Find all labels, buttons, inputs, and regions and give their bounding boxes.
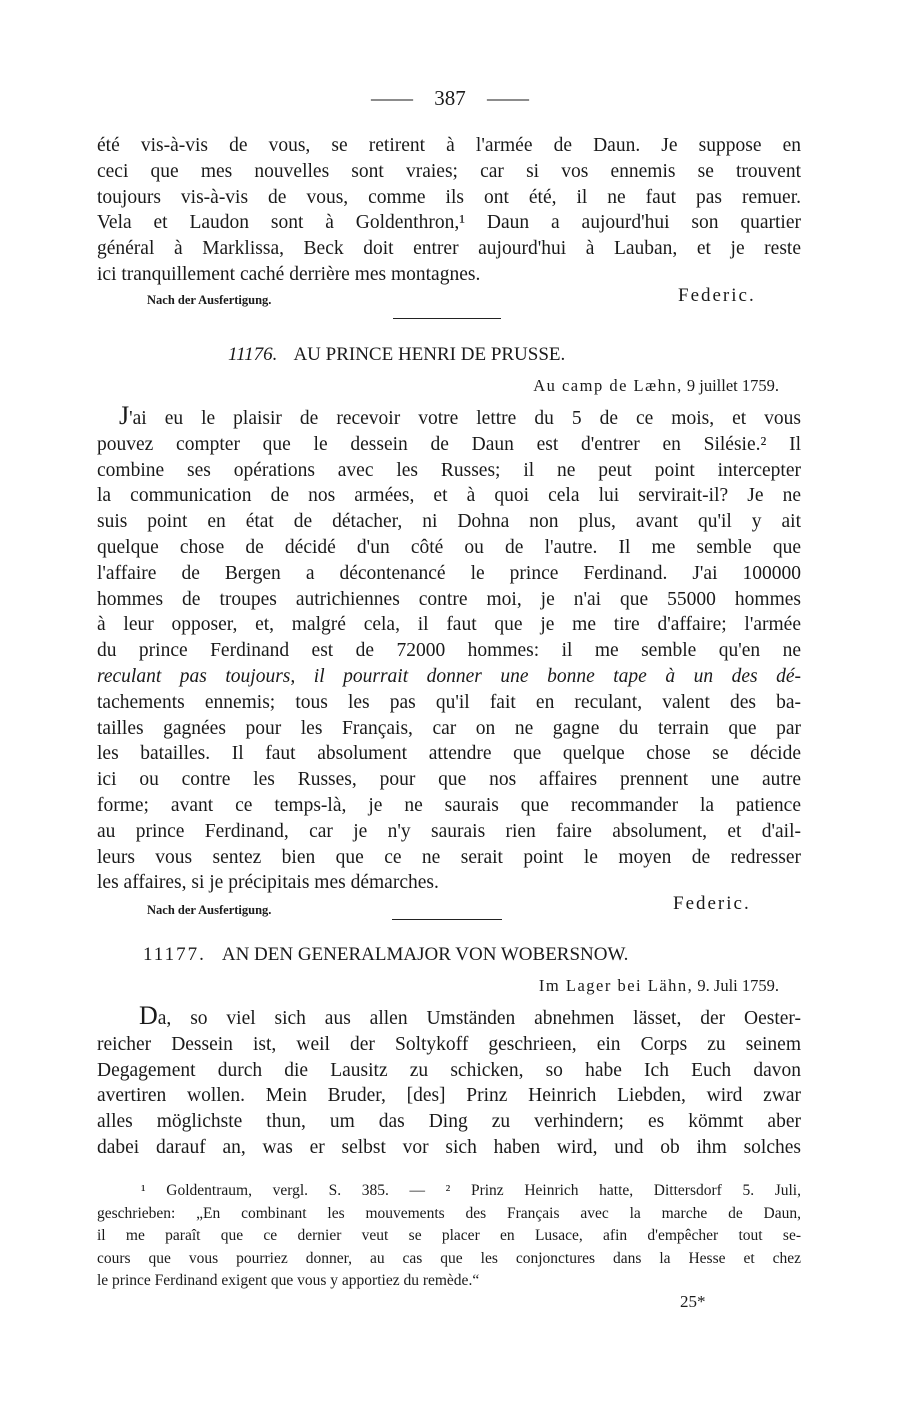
text-line: ici tranquillement caché derrière mes montagnes. <box>97 263 481 285</box>
text-line: toujours vis-à-vis de vous, comme ils ont été, il ne faut pas remuer. <box>97 186 801 208</box>
date: 9 juillet 1759. <box>686 376 779 395</box>
footnote-line: ¹ Goldentraum, vergl. S. 385. — ² Prinz Heinrich hatte, Dittersdorf 5. Juli, <box>141 1182 801 1199</box>
text-line: J'ai eu le plaisir de recevoir votre lettre du 5 de ce mois, et vous <box>119 401 801 430</box>
continued-text <box>97 133 801 288</box>
text-line: suis point en état de détacher, ni Dohna non plus, avant qu'il y ait <box>97 511 801 533</box>
text-line: général à Marklissa, Beck doit entrer aujourd'hui à Lauban, et je reste <box>97 238 801 260</box>
place-date <box>539 976 779 996</box>
text-line: la communication de nos armées, et à quoi cela lui servirait-il? Je ne <box>97 485 801 507</box>
section-divider <box>392 919 502 920</box>
footnote-line: cours que vous pourriez donner, au cas que les conjonctures dans la Hesse et chez <box>97 1249 801 1267</box>
letter-heading <box>228 344 565 366</box>
letter-title: AU PRINCE HENRI DE PRUSSE. <box>293 344 566 365</box>
date: 9. Juli 1759. <box>697 976 779 995</box>
text-line: leurs vous sentez bien que ce ne serait point le moyen de redresser <box>97 846 801 868</box>
header-dash-left: —— <box>371 86 413 110</box>
text-line: ici ou contre les Russes, pour que nos affaires prennent une autre <box>97 769 801 791</box>
footnotes <box>97 1180 801 1293</box>
text-line: tailles gagnées pour les Français, car on ne gagne du terrain que par <box>97 717 801 739</box>
signature: Federic. <box>673 893 751 914</box>
text-line: tachements ennemis; tous les pas qu'il fait en reculant, valent des ba- <box>97 691 801 713</box>
place: Im Lager bei Lähn, <box>538 976 694 995</box>
drop-cap: D <box>139 1001 158 1030</box>
letter-number: 11176. <box>228 344 278 365</box>
section-divider <box>393 318 501 319</box>
source-note: Nach der Ausfertigung. <box>147 903 272 917</box>
footnote-line: il me paraît que ce dernier veut se placer en Lusace, afin d'empêcher tout se- <box>97 1227 801 1244</box>
text-line: quelque chose de décidé d'un côté ou de l'autre. Il me semble que <box>97 536 801 558</box>
page-number-header <box>0 86 900 111</box>
text-line: Degagement durch die Lausitz zu schicken, so habe Ich Euch davon <box>97 1059 801 1081</box>
signature-mark: 25* <box>680 1292 706 1311</box>
header-dash-right: —— <box>487 86 529 110</box>
text-line: l'affaire de Bergen a décontenancé le prince Ferdinand. J'ai 100000 <box>97 562 801 584</box>
letter-title: AN DEN GENERALMAJOR VON WOBERSNOW. <box>221 944 629 965</box>
letter-body <box>97 403 801 896</box>
letter-heading <box>143 944 628 966</box>
text-line: reculant pas toujours, il pourrait donner une bonne tape à un des dé- <box>97 665 801 687</box>
place-date <box>533 376 779 396</box>
text-line: pouvez compter que le dessein de Daun est d'entrer en Silésie.² Il <box>97 433 801 455</box>
text-line: alles möglichste thun, um das Ding zu verhindern; es kömmt aber <box>97 1111 801 1133</box>
text-line: avertiren wollen. Mein Bruder, [des] Prinz Heinrich Liebden, wird zwar <box>97 1085 801 1107</box>
text-line: hommes de troupes autrichiennes contre moi, je n'ai que 55000 hommes <box>97 588 801 610</box>
text-line: Vela et Laudon sont à Goldenthron,¹ Daun a aujourd'hui son quartier <box>97 212 801 234</box>
letter-number: 11177. <box>143 944 206 965</box>
text-line: à leur opposer, et, malgré cela, il faut que je me tire d'affaire; l'armée <box>97 614 801 636</box>
text-line: les batailles. Il faut absolument attendre que quelque chose se décide <box>97 743 801 765</box>
letter-body <box>97 1003 801 1161</box>
signature: Federic. <box>678 285 756 306</box>
page-number: 387 <box>434 86 466 110</box>
text-line: les affaires, si je précipitais mes démarches. <box>97 872 439 894</box>
text-line: du prince Ferdinand est de 72000 hommes: il me semble qu'en ne <box>97 640 801 662</box>
place: Au camp de Læhn, <box>533 376 683 395</box>
text-line: dabei darauf an, was er selbst vor sich haben wird, und ob ihm solches <box>97 1136 801 1158</box>
text-line: reicher Dessein ist, weil der Soltykoff geschrieen, ein Corps zu seinem <box>97 1033 801 1055</box>
text-line: au prince Ferdinand, car je n'y saurais rien faire absolument, et d'ail- <box>97 820 801 842</box>
text-line: forme; avant ce temps-là, je ne saurais que recommander la patience <box>97 794 801 816</box>
source-note: Nach der Ausfertigung. <box>147 293 272 307</box>
text-line: combine ses opérations avec les Russes; il ne peut point intercepter <box>97 459 801 481</box>
text-line: ceci que mes nouvelles sont vraies; car si vos ennemis se trouvent <box>97 160 801 182</box>
drop-cap: J <box>119 401 130 430</box>
text-line: Da, so viel sich aus allen Umständen abnehmen lässet, der Oester- <box>139 1001 801 1030</box>
footnote-line: le prince Ferdinand exigent que vous y apportiez du remède.“ <box>97 1272 480 1289</box>
text-line: été vis-à-vis de vous, se retirent à l'armée de Daun. Je suppose en <box>97 135 801 156</box>
footnote-line: geschrieben: „En combinant les mouvements des Français avec la marche de Daun, <box>97 1204 801 1222</box>
